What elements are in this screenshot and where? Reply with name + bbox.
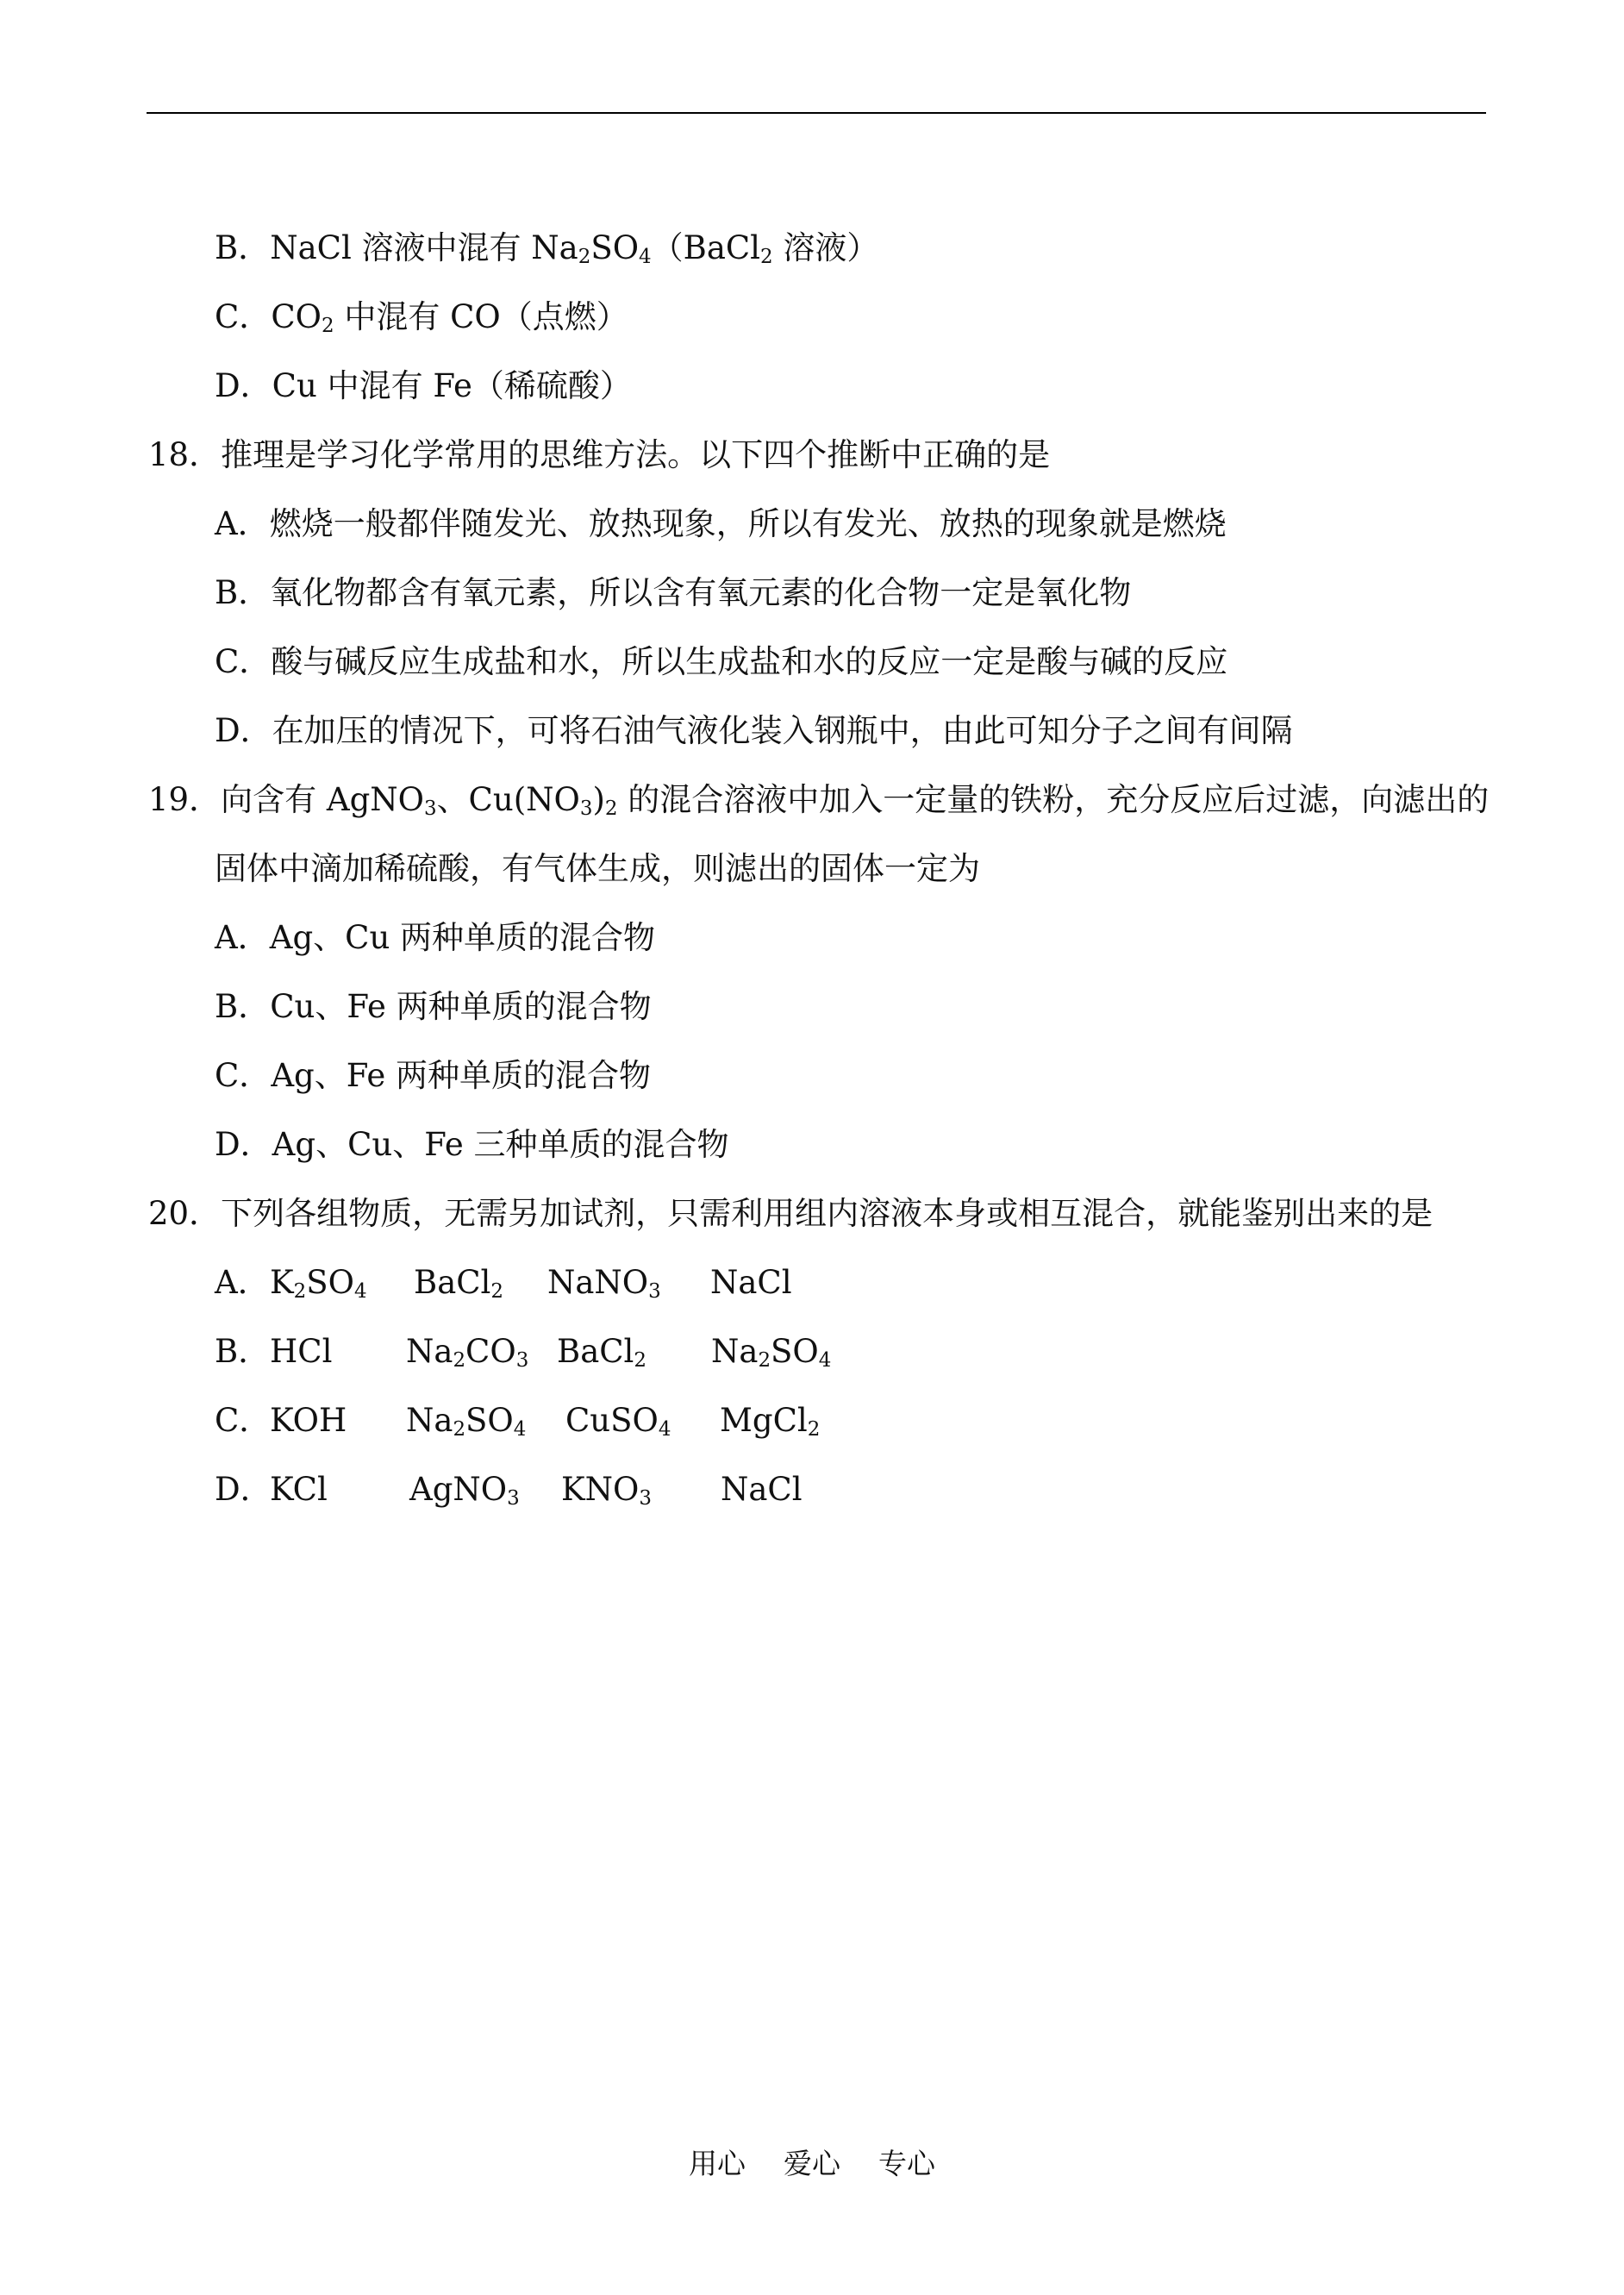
option-letter: D． <box>215 1126 272 1163</box>
subscript: 4 <box>639 246 652 269</box>
option-text: 酸与碱反应生成盐和水，所以生成盐和水的反应一定是酸与碱的反应 <box>271 643 1228 680</box>
q18-option-c <box>215 641 1227 683</box>
q20-option-a <box>215 1262 792 1304</box>
option-text: Cu 中混有 Fe（稀硫酸） <box>272 367 632 404</box>
option-letter: C． <box>215 643 272 680</box>
q17-option-d <box>215 366 632 407</box>
question-text: 向含有 AgNO <box>221 781 424 818</box>
q19-option-a <box>215 917 655 959</box>
subscript: 2 <box>321 315 334 338</box>
page-footer <box>0 2145 1624 2183</box>
formula-1: HCl <box>270 1333 333 1370</box>
formula-4: NaCl <box>710 1264 792 1301</box>
option-letter: D． <box>215 712 272 749</box>
option-letter: B． <box>215 229 271 266</box>
option-text: 溶液） <box>772 229 879 266</box>
formula-4: NaCl <box>721 1471 803 1508</box>
q18-option-a <box>215 503 1227 545</box>
option-letter: D． <box>215 367 272 404</box>
header-rule <box>147 112 1486 114</box>
formula-3: NaNO$_3$ <box>547 1264 661 1304</box>
question-number: 18． <box>148 436 222 473</box>
formula-2: BaCl$_2$ <box>414 1264 503 1304</box>
option-text: 燃烧一般都伴随发光、放热现象，所以有发光、放热的现象就是燃烧 <box>269 505 1227 542</box>
formula-3: BaCl$_2$ <box>557 1333 646 1373</box>
option-letter: C． <box>215 1057 272 1094</box>
formula-2: AgNO$_3$ <box>409 1471 520 1510</box>
formula-4: MgCl$_2$ <box>720 1402 821 1441</box>
footer-text: 用心 <box>689 2147 746 2180</box>
question-text: 下列各组物质，无需另加试剂，只需利用组内溶液本身或相互混合，就能鉴别出来的是 <box>221 1195 1433 1232</box>
q20-option-b <box>215 1331 832 1373</box>
option-letter: C． <box>215 298 272 335</box>
q18-option-b <box>215 572 1131 614</box>
option-text: （BaCl <box>651 229 761 266</box>
formula-4: $Na_2SO_4$ <box>711 1333 832 1373</box>
subscript: 3 <box>423 797 437 821</box>
option-letter: B． <box>215 988 271 1025</box>
option-text: 中混有 CO（点燃） <box>334 298 628 335</box>
option-text: SO <box>590 229 640 266</box>
q18-option-d <box>215 710 1293 752</box>
subscript: 2 <box>578 246 591 269</box>
option-text: Ag、Cu、Fe 三种单质的混合物 <box>272 1126 729 1163</box>
subscript: 2 <box>760 246 773 269</box>
question-number: 20． <box>148 1195 222 1232</box>
question-text: 固体中滴加稀硫酸，有气体生成，则滤出的固体一定为 <box>215 850 980 887</box>
option-letter: D． <box>215 1471 272 1508</box>
q19-stem <box>148 779 1489 821</box>
option-letter: B． <box>215 574 271 611</box>
option-letter: A． <box>215 505 270 542</box>
question-number: 19． <box>148 781 222 818</box>
footer-text: 爱心 <box>784 2147 840 2180</box>
q18-stem <box>148 435 1050 476</box>
formula-2: $Na_2CO_3$ <box>406 1333 529 1373</box>
question-text: ) <box>592 781 605 818</box>
subscript: 2 <box>604 797 618 821</box>
q17-option-c <box>215 297 628 338</box>
option-text: Ag、Cu 两种单质的混合物 <box>269 919 656 956</box>
q20-option-c <box>215 1400 821 1441</box>
formula-1: KOH <box>270 1402 347 1439</box>
formula-1: $K_2SO_4$ <box>270 1264 367 1304</box>
q20-stem <box>148 1193 1433 1235</box>
option-text: Ag、Fe 两种单质的混合物 <box>271 1057 652 1094</box>
question-text: 、Cu(NO <box>436 781 580 818</box>
option-letter: B． <box>215 1333 271 1370</box>
option-text: 在加压的情况下，可将石油气液化装入钢瓶中，由此可知分子之间有间隔 <box>272 712 1293 749</box>
option-text: NaCl 溶液中混有 Na <box>270 229 578 266</box>
q19-option-c <box>215 1055 651 1097</box>
option-letter: C． <box>215 1402 272 1439</box>
question-text: 的混合溶液中加入一定量的铁粉，充分反应后过滤，向滤出的 <box>617 781 1490 818</box>
q19-stem-line2 <box>215 848 980 890</box>
formula-3: $KNO_3$ <box>561 1471 652 1510</box>
q19-option-b <box>215 986 652 1028</box>
option-letter: A． <box>215 919 270 956</box>
question-text: 推理是学习化学常用的思维方法。以下四个推断中正确的是 <box>221 436 1051 473</box>
q20-option-d <box>215 1469 803 1510</box>
option-letter: A． <box>215 1264 270 1301</box>
subscript: 3 <box>579 797 593 821</box>
option-text: Cu、Fe 两种单质的混合物 <box>270 988 652 1025</box>
option-text: CO <box>271 298 322 335</box>
q19-option-d <box>215 1124 729 1166</box>
formula-2: $Na_2SO_4$ <box>406 1402 527 1441</box>
option-text: 氧化物都含有氧元素，所以含有氧元素的化合物一定是氧化物 <box>270 574 1132 611</box>
q17-option-b <box>215 228 878 269</box>
footer-text: 专心 <box>878 2147 935 2180</box>
formula-1: KCl <box>270 1471 328 1508</box>
formula-3: CuSO$_4$ <box>565 1402 671 1441</box>
